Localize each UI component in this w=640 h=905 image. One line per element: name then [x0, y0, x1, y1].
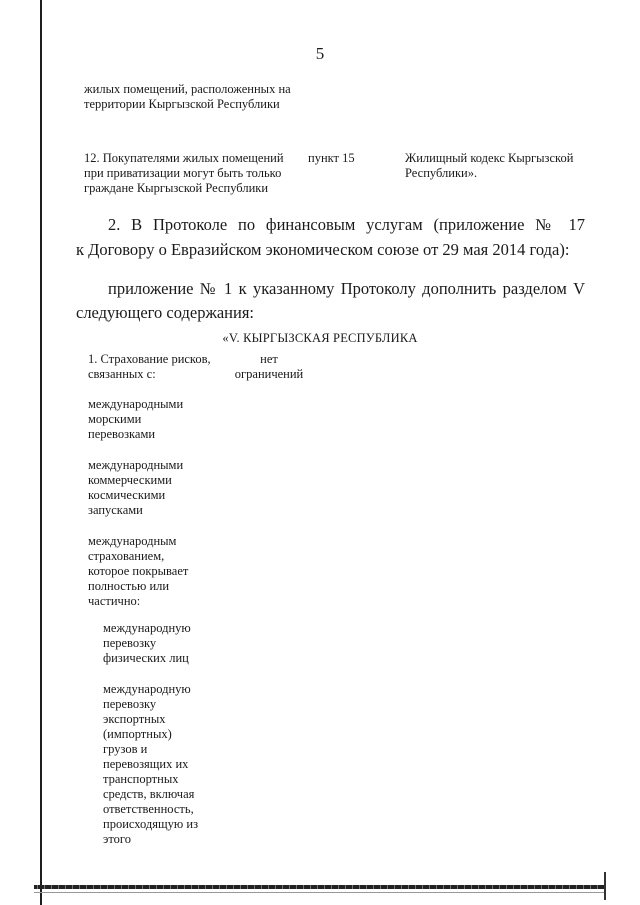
insurance-subitems — [103, 621, 203, 863]
insurance-limitation: нет ограничений — [234, 352, 304, 381]
scan-left-edge — [40, 0, 42, 905]
row-12-clause: пункт 15 — [308, 151, 355, 165]
paragraph-3-line-1: приложение № 1 к указанному Протоколу дополнить разделом V — [108, 279, 585, 298]
paragraph-2-line-1: 2. В Протоколе по финансовым услугам (приложение № 17 — [108, 215, 585, 234]
insurance-item: международным страхованием, которое покрывает полностью или частично: — [88, 534, 189, 608]
insurance-heading: 1. Страхование рисков, связанных с: — [88, 352, 211, 381]
row-continuation-text: жилых помещений, расположенных на территории Кыргызской Республики — [84, 82, 291, 111]
scan-bottom-edge-line — [34, 892, 606, 893]
page-number: 5 — [315, 44, 325, 63]
insurance-subitem: международную перевозку физических лиц — [103, 621, 191, 665]
insurance-item: международными морскими перевозками — [88, 397, 184, 441]
paragraph-3-line-2: следующего содержания: — [76, 303, 255, 322]
insurance-item: международными коммерческими космическими запусками — [88, 458, 184, 517]
paragraph-2-line-2: к Договору о Евразийском экономическом союзе от 29 мая 2014 года): — [76, 240, 570, 259]
row-12-source: Жилищный кодекс Кыргызской Республики». — [405, 151, 574, 180]
scan-right-edge — [604, 872, 606, 900]
insurance-subitem: международную перевозку экспортных (импортных) грузов и перевозящих их транспортных средств, включая ответственность, происходящую из этого — [103, 682, 199, 846]
section-title: «V. КЫРГЫЗСКАЯ РЕСПУБЛИКА — [222, 331, 418, 345]
insurance-items — [88, 397, 206, 625]
scan-bottom-edge — [34, 885, 606, 889]
row-12-description: 12. Покупателями жилых помещений при приватизации могут быть только граждане Кыргызской Республики — [84, 151, 284, 195]
